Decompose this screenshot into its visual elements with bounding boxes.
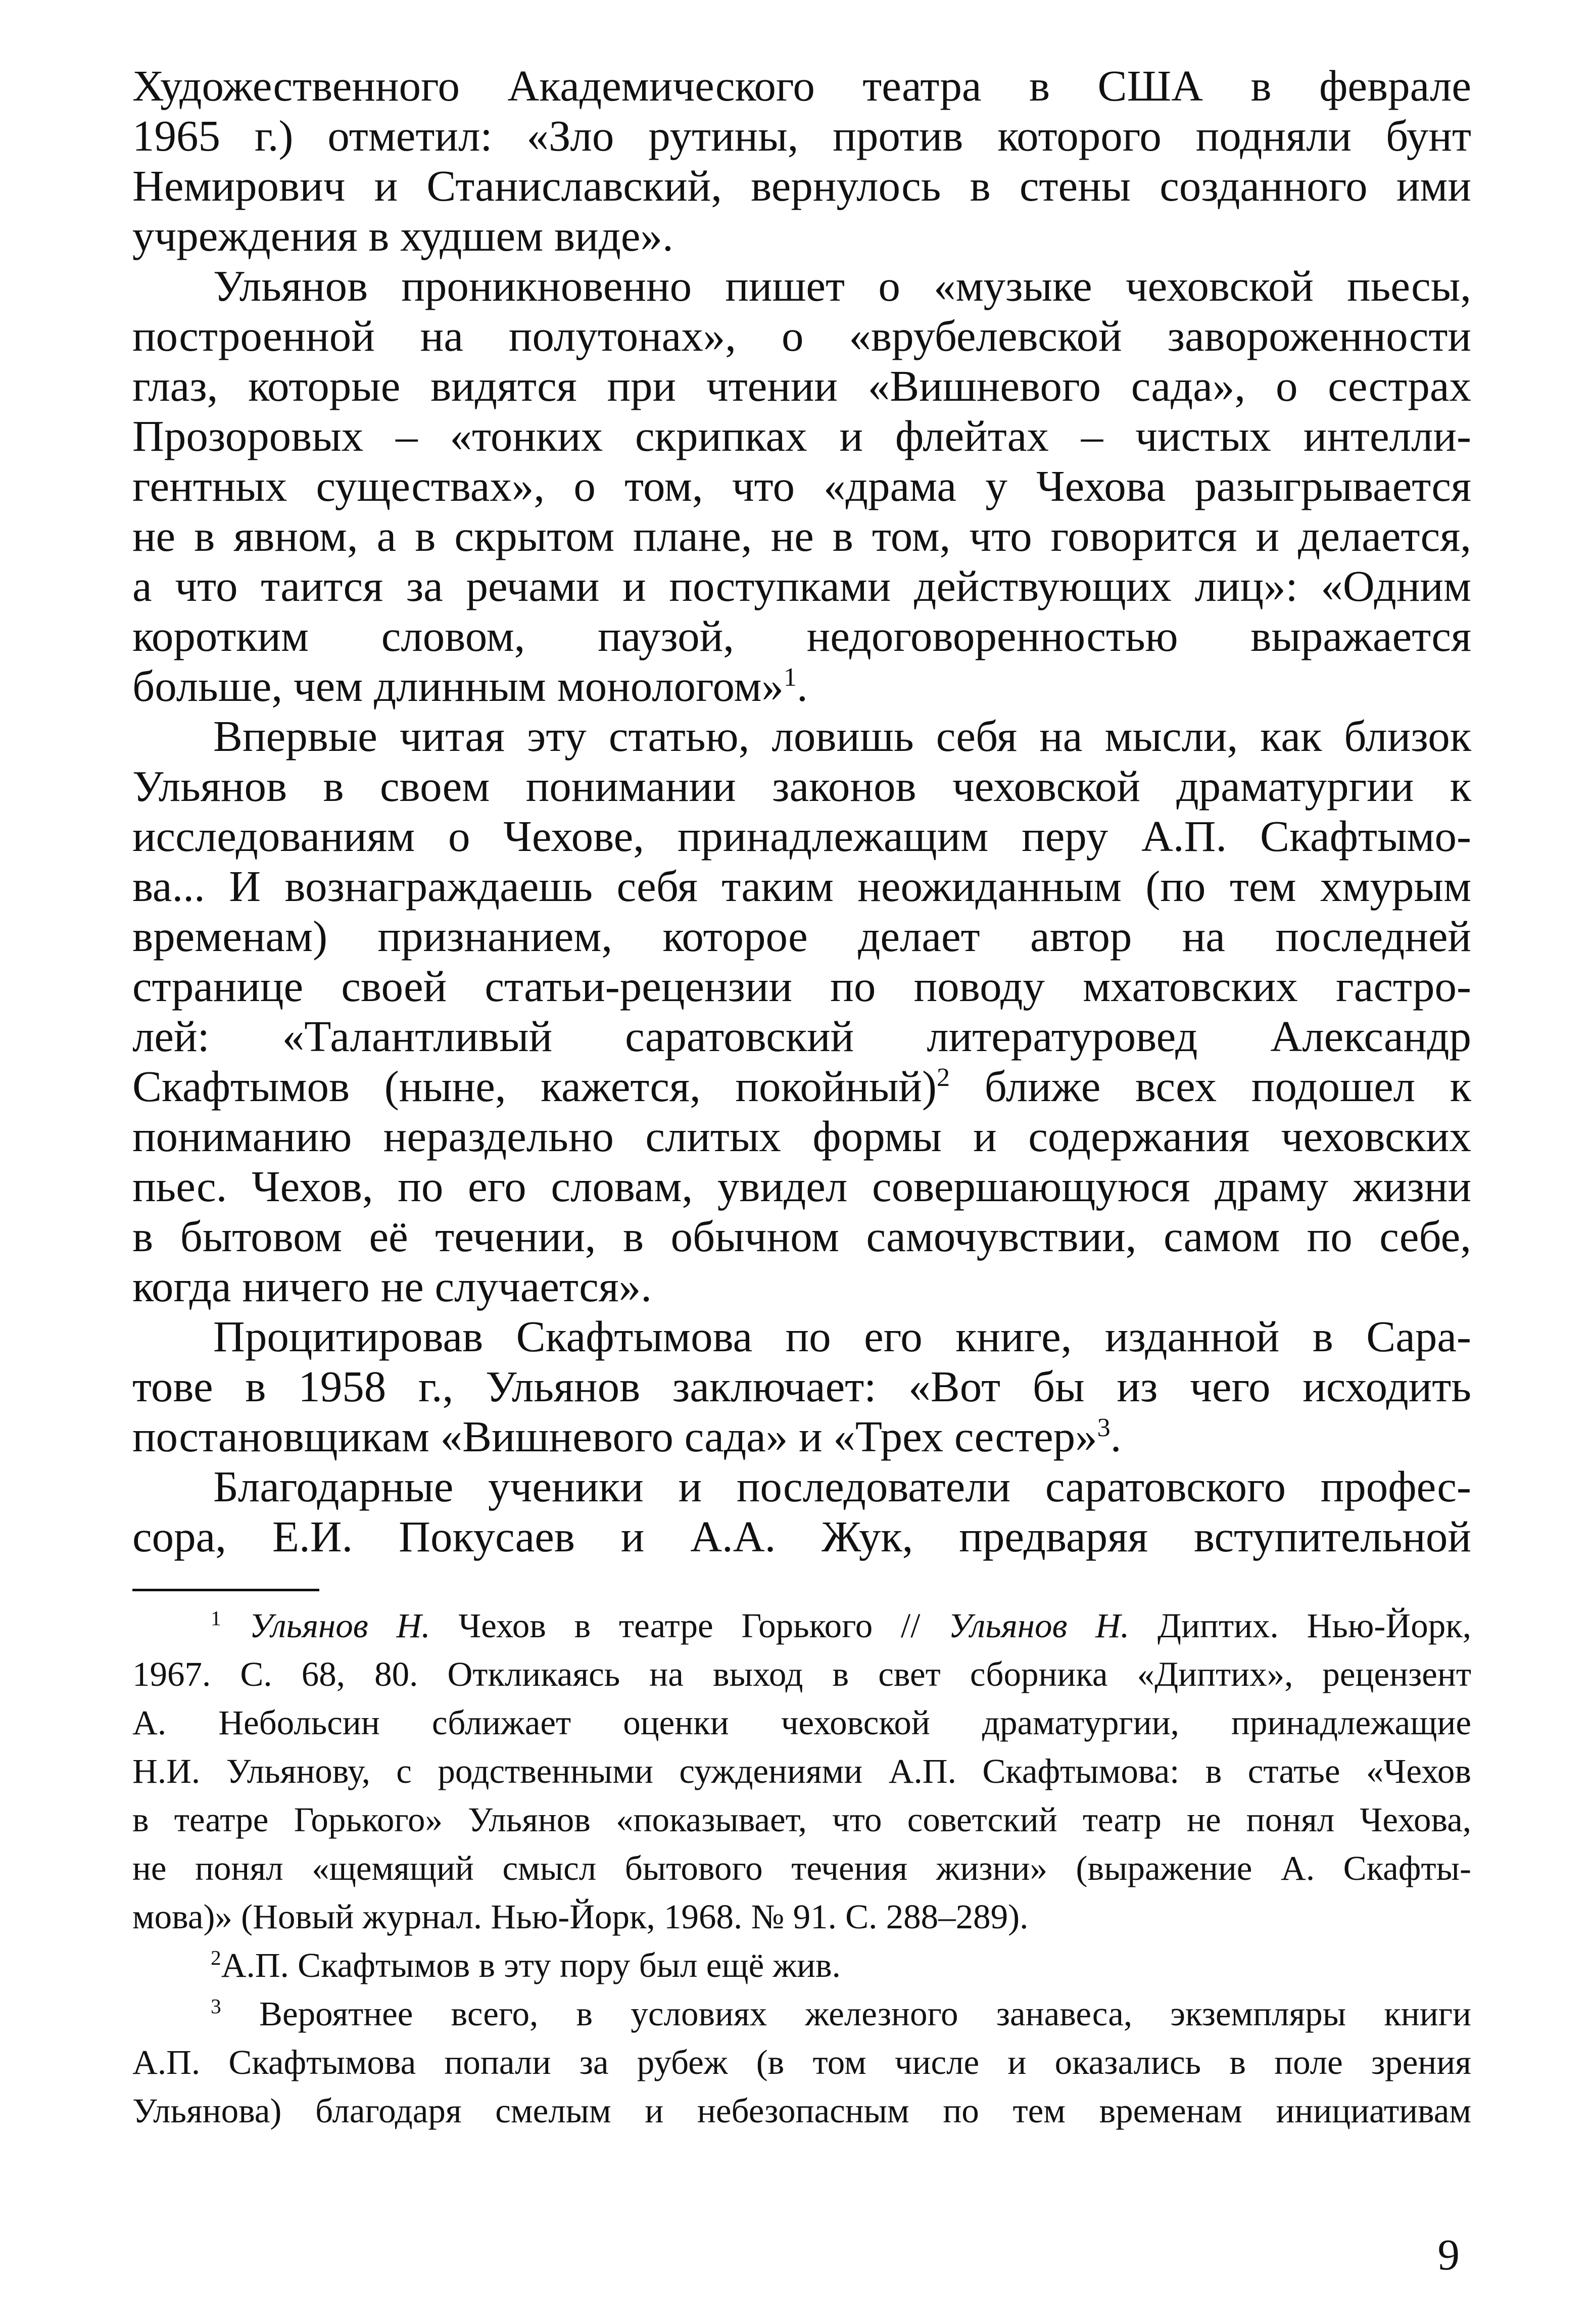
text-line: Прозоровых – «тонких скрипках и флейтах – чистых интелли- [132,411,1471,460]
footnote-number: 1 [211,1606,221,1630]
text-segment: Скафтымов (ныне, кажется, покойный) [132,1062,937,1111]
text-line: Процитировав Скафтымова по его книге, изданной в Сара- [213,1312,1471,1361]
text-line: пониманию нераздельно слитых формы и содержания чеховских [132,1112,1471,1161]
footnote-2 [132,1941,1471,1989]
text-line: Благодарные ученики и последователи саратовского профес- [213,1462,1471,1511]
text-line: Н.И. Ульянову, с родственными суждениями А.П. Скафтымова: в статье «Чехов [132,1752,1471,1790]
text-line: а что таится за речами и поступками действующих лиц»: «Одним [132,561,1471,610]
text-line [132,1411,1471,1461]
footnote-author: Ульянов Н. [249,1606,430,1645]
text-segment: Чехов в театре Горького // [430,1606,949,1645]
paragraph-3 [132,711,1471,1311]
footnote-number: 2 [211,1946,221,1969]
text-line: Ульянов проникновенно пишет о «музыке чеховской пьесы, [213,261,1471,310]
text-line [132,1989,1471,2038]
text-segment: больше, чем длинным монологом» [132,661,784,710]
footnote-ref-3[interactable]: 3 [1097,1413,1111,1442]
footnote-3 [132,1989,1471,2135]
footnote-1 [132,1601,1471,1941]
text-line: пьес. Чехов, по его словам, увидел совершающуюся драму жизни [132,1162,1471,1211]
text-line [132,661,1471,711]
text-line: А. Небольсин сближает оценки чеховской драматургии, принадлежащие [132,1703,1471,1742]
text-line: коротким словом, паузой, недоговоренностью выражается [132,611,1471,660]
page [132,61,1471,2135]
text-line: когда ничего не случается». [132,1262,652,1311]
paragraph-4 [132,1311,1471,1461]
text-segment: А.П. Скафтымов в эту пору был ещё жив. [221,1946,841,1984]
text-line: 1967. С. 68, 80. Откликаясь на выход в свет сборника «Диптих», рецензент [132,1655,1471,1693]
text-line: исследованиям о Чехове, принадлежащим перу А.П. Скафтымо- [132,812,1471,861]
text-line: Ульянов в своем понимании законов чеховской драматургии к [132,762,1471,811]
text-line: мова)» (Новый журнал. Нью-Йорк, 1968. № 91. С. 288–289). [132,1898,1029,1936]
page-number: 9 [1437,2230,1460,2279]
footnotes [132,1601,1471,2135]
text-line: ва... И вознаграждаешь себя таким неожиданным (по тем хмурым [132,862,1471,911]
text-segment: Вероятнее всего, в условиях железного занавеса, экземпляры книги [221,1995,1471,2033]
text-line: в театре Горького» Ульянов «показывает, что советский театр не понял Чехова, [132,1800,1471,1839]
text-line: глаз, которые видятся при чтении «Вишневого сада», о сестрах [132,361,1471,410]
text-line: Художественного Академического театра в США в феврале [132,61,1471,110]
text-segment: Диптих. Нью-Йорк, [1129,1606,1471,1645]
text-line: тове в 1958 г., Ульянов заключает: «Вот бы из чего исходить [132,1362,1471,1411]
text-line: Впервые читая эту статью, ловишь себя на мысли, как близок [213,712,1471,761]
footnote-ref-2[interactable]: 2 [936,1063,950,1092]
paragraph-1 [132,61,1471,261]
text-line: гентных существах», о том, что «драма у Чехова разыгрывается [132,461,1471,510]
paragraph-2 [132,261,1471,711]
text-segment: ближе всех подошел к [950,1062,1471,1111]
main-text [132,61,1471,1561]
text-line: не понял «щемящий смысл бытового течения жизни» (выражение А. Скафты- [132,1849,1471,1887]
text-segment: постановщикам «Вишневого сада» и «Трех сестер» [132,1412,1097,1461]
text-line: А.П. Скафтымова попали за рубеж (в том числе и оказались в поле зрения [132,2043,1471,2081]
text-line: 1965 г.) отметил: «Зло рутины, против которого подняли бунт [132,111,1471,160]
text-line: построенной на полутонах», о «врубелевской завороженности [132,311,1471,360]
text-line: сора, Е.И. Покусаев и А.А. Жук, предваряя вступительной [132,1512,1471,1561]
text-line: учреждения в худшем виде». [132,211,673,260]
text-line [132,1941,1471,1989]
text-line: временам) признанием, которое делает автор на последней [132,912,1471,961]
text-line: лей: «Талантливый саратовский литературовед Александр [132,1012,1471,1061]
text-line: в бытовом её течении, в обычном самочувствии, самом по себе, [132,1212,1471,1261]
text-line [132,1061,1471,1111]
text-line: не в явном, а в скрытом плане, не в том, что говорится и делается, [132,511,1471,560]
footnote-ref-1[interactable]: 1 [783,662,797,692]
text-segment: . [1110,1412,1122,1461]
footnote-number: 3 [211,1995,221,2018]
text-line: Немирович и Станиславский, вернулось в стены созданного ими [132,161,1471,210]
footnote-author: Ульянов Н. [948,1606,1130,1645]
text-line [132,1601,1471,1650]
paragraph-5 [132,1461,1471,1561]
footnote-separator [132,1589,319,1591]
text-segment: . [797,661,808,710]
text-line: странице своей статьи-рецензии по поводу мхатовских гастро- [132,962,1471,1011]
text-line: Ульянова) благодаря смелым и небезопасным по тем временам инициативам [132,2092,1471,2130]
